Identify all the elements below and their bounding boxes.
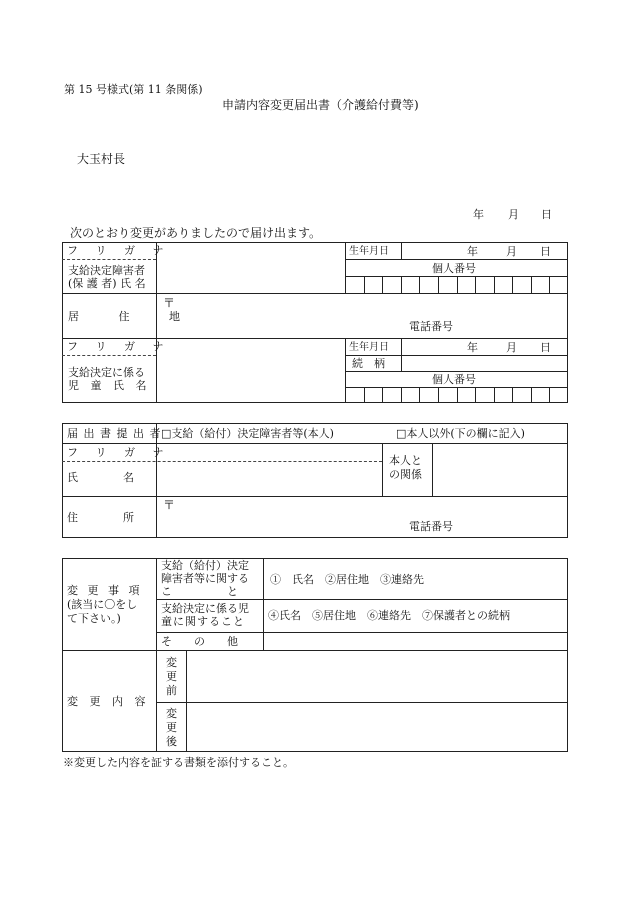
child-name-label-2: 児 童 氏 名 — [68, 379, 151, 392]
date-month: 月 — [508, 208, 519, 221]
item2-label-1: 支給決定に係る児 — [161, 602, 249, 615]
digit-cell-divider — [438, 276, 439, 293]
attachment-note: ※変更した内容を証する書類を添付すること。 — [63, 756, 294, 769]
digit-cell-divider — [457, 276, 458, 293]
phone-label: 電話番号 — [409, 320, 453, 333]
birthdate-label: 生年月日 — [349, 246, 389, 257]
digit-cell-divider — [364, 387, 365, 403]
child-furigana-label: フ リ ガ ナ — [67, 340, 171, 353]
recipient-name-label-2: (保 護 者) 氏 名 — [68, 277, 146, 290]
item1-label-3: こ と — [161, 585, 238, 598]
kojin-label: 個人番号 — [432, 262, 476, 275]
submitter-address-label: 住 所 — [67, 511, 137, 524]
intro-text: 次のとおり変更がありましたので届け出ます。 — [70, 226, 322, 240]
relation-label: 続 柄 — [352, 357, 385, 370]
item1-label-2: 障害者等に関する — [161, 572, 249, 585]
relation-to-self-label-1: 本人と — [389, 454, 422, 467]
digit-cell-divider — [494, 276, 495, 293]
item1-label-1: 支給（給付）決定 — [161, 559, 249, 572]
digit-cell-divider — [401, 276, 402, 293]
digit-cell-divider — [512, 387, 513, 403]
submitter-postal-mark: 〒 — [163, 498, 176, 512]
digit-cell-divider — [549, 276, 550, 293]
digit-cell-divider — [419, 387, 420, 403]
child-kojin-label: 個人番号 — [432, 373, 476, 386]
digit-cell-divider — [419, 276, 420, 293]
item1-options[interactable]: ① 氏名 ②居住地 ③連絡先 — [270, 573, 424, 586]
form-title: 申請内容変更届出書（介護給付費等) — [222, 98, 419, 112]
change-items-label-2: (該当に〇をし — [67, 598, 138, 611]
child-birth-year: 年 — [467, 341, 478, 354]
before-label: 変 更 前 — [166, 656, 177, 697]
submitter-table — [62, 423, 568, 538]
date-year: 年 — [473, 208, 484, 221]
digit-cell-divider — [382, 276, 383, 293]
item2-options[interactable]: ④氏名 ⑤居住地 ⑥連絡先 ⑦保護者との続柄 — [268, 609, 510, 622]
postal-mark: 〒 — [163, 296, 176, 310]
digit-cell-divider — [531, 387, 532, 403]
digit-cell-divider — [438, 387, 439, 403]
submitter-phone-label: 電話番号 — [409, 520, 453, 533]
change-items-label-3: て下さい。) — [67, 612, 121, 625]
child-birth-day: 日 — [540, 341, 551, 354]
digit-cell-divider — [512, 276, 513, 293]
digit-cell-divider — [494, 387, 495, 403]
addressee: 大玉村長 — [77, 152, 126, 166]
before-content-field[interactable] — [187, 651, 567, 702]
digit-cell-divider — [401, 387, 402, 403]
child-birthdate-label: 生年月日 — [349, 342, 389, 353]
digit-cell-divider — [364, 276, 365, 293]
after-label: 変 更 後 — [166, 707, 177, 748]
submitter-furigana-label: フ リ ガ ナ — [67, 446, 171, 459]
submitter-label: 届 出 書 提 出 者 — [67, 427, 162, 440]
furigana-label: フ リ ガ ナ — [67, 244, 171, 257]
birth-day: 日 — [540, 245, 551, 258]
address-label: 居 住 地 — [68, 310, 198, 323]
change-items-label-1: 変 更 事 項 — [67, 584, 143, 597]
digit-cell-divider — [531, 276, 532, 293]
child-birth-month: 月 — [506, 341, 517, 354]
digit-cell-divider — [382, 387, 383, 403]
submitter-name-label: 氏 名 — [67, 471, 137, 484]
after-content-field[interactable] — [187, 703, 567, 751]
item2-label-2: 童に関すること — [161, 615, 245, 628]
other-label: そ の 他 — [161, 635, 238, 648]
form-number: 第 15 号様式(第 11 条関係) — [64, 83, 203, 96]
digit-cell-divider — [475, 276, 476, 293]
birth-month: 月 — [506, 245, 517, 258]
digit-cell-divider — [475, 387, 476, 403]
change-content-label: 変 更 内 容 — [67, 695, 150, 708]
submitter-option-self[interactable]: □支給（給付）決定障害者等(本人) — [161, 427, 334, 440]
date-day: 日 — [541, 208, 552, 221]
digit-cell-divider — [457, 387, 458, 403]
child-name-label-1: 支給決定に係る — [68, 366, 145, 379]
digit-cell-divider — [549, 387, 550, 403]
birth-year: 年 — [467, 245, 478, 258]
recipient-name-label-1: 支給決定障害者 — [68, 264, 145, 277]
submitter-option-other[interactable]: □本人以外(下の欄に記入) — [396, 427, 525, 440]
relation-to-self-label-2: の関係 — [389, 468, 422, 481]
